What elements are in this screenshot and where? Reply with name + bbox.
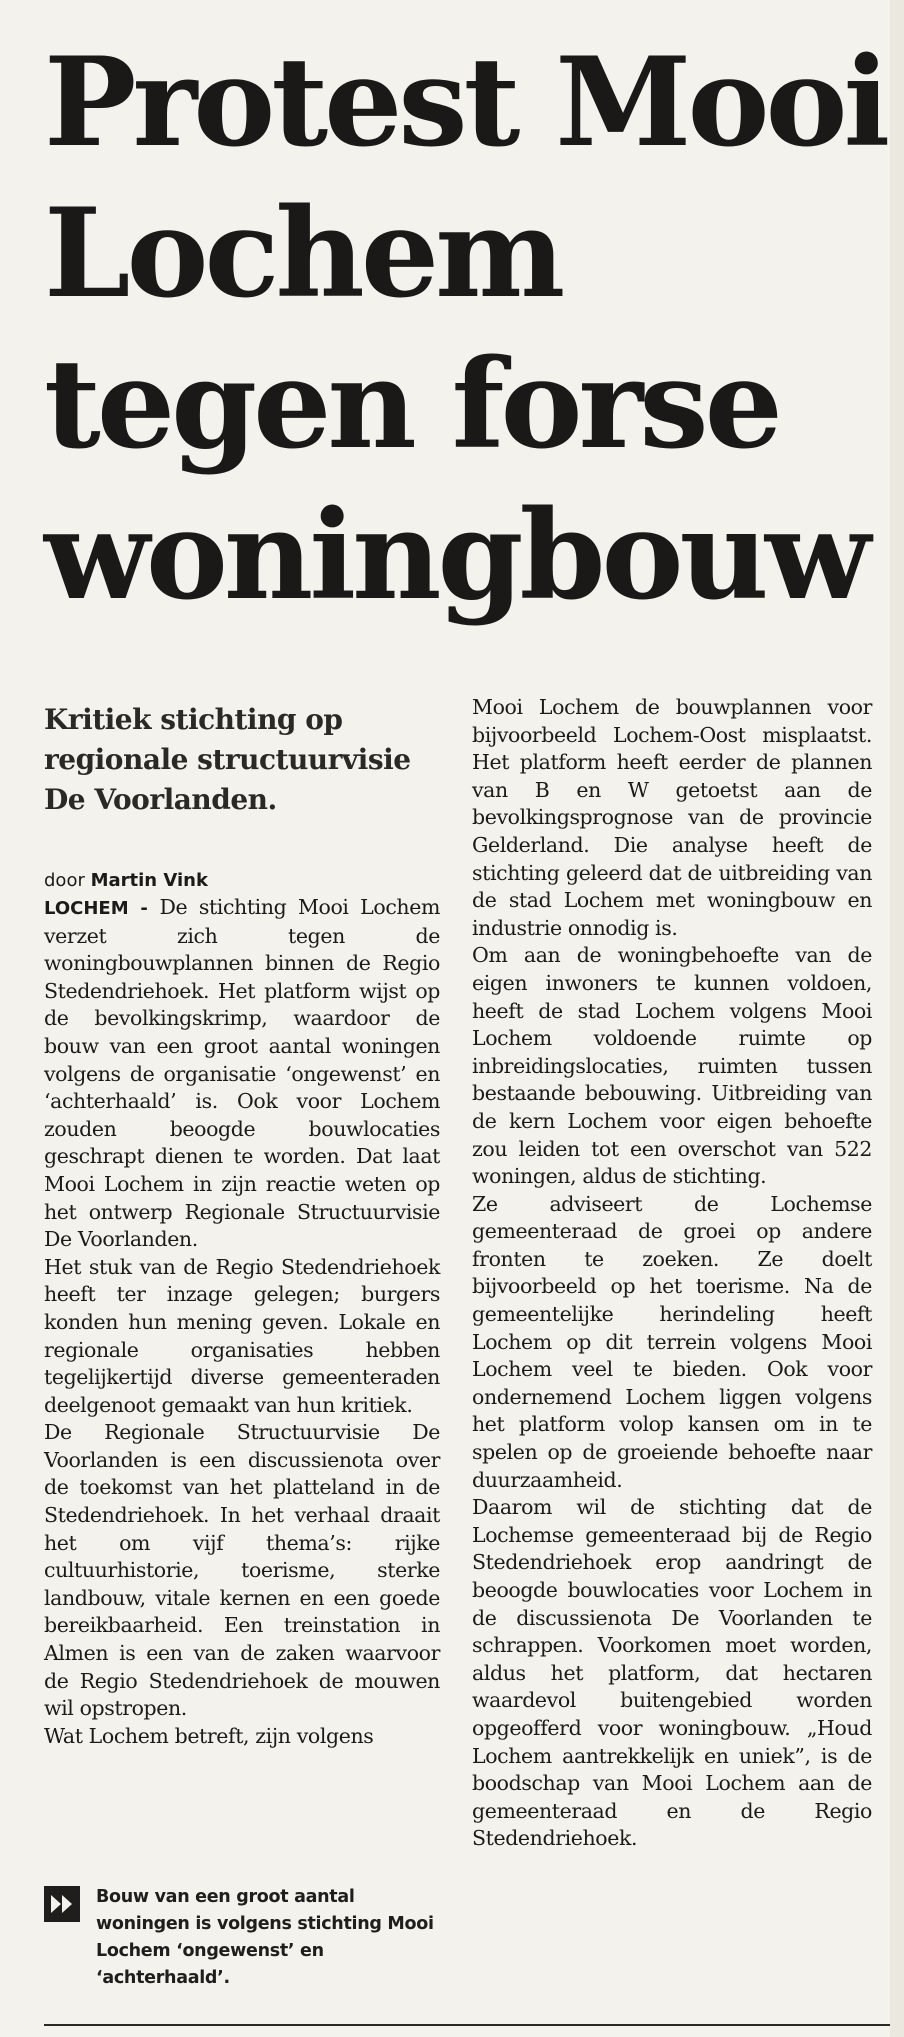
headline-line-4: woningbouw [44, 484, 867, 628]
subheadline: Kritiek stichting op regionale structuurvisie De Voorlanden. [44, 703, 411, 816]
fast-forward-icon [44, 1886, 80, 1922]
headline-line-2: Lochem [44, 182, 562, 326]
paragraph: Het stuk van de Regio Stedendriehoek heeft ter inzage gelegen; burgers konden hun mening geven. Lokale en regionale organisaties hebben tegelijkertijd diverse gemeenteraden deelgenoot gemaakt van hun kritiek. [44, 1254, 440, 1417]
paragraph: Om aan de woningbehoefte van de eigen inwoners te kunnen voldoen, heeft de stad Lochem volgens Mooi Lochem voldoende ruimte op inbreidingslocaties, ruimten tussen bestaande bebouwing. Uitbreiding van de kern Lochem voor eigen behoefte zou leiden tot een overschot van 522 woningen, aldus de stichting. [472, 943, 872, 1189]
byline [44, 868, 208, 894]
paragraph [44, 894, 440, 1254]
pull-quote-text: Bouw van een groot aantal woningen is volgens stichting Mooi Lochem ‘ongewenst’ en ‘achterhaald’. [96, 1887, 434, 1988]
dateline: LOCHEM - [44, 898, 148, 919]
paragraph: Mooi Lochem de bouwplannen voor bijvoorbeeld Lochem-Oost misplaatst. Het platform heeft eerder de plannen van B en W getoetst aan de bevolkingsprognose van de provincie Gelderland. Die analyse heeft de stichting geleerd dat de uitbreiding van de stad Lochem met woningbouw en industrie onnodig is. [472, 695, 872, 940]
adjacent-article-edge [890, 0, 904, 2037]
author-name: Martin Vink [90, 870, 208, 891]
headline [44, 28, 887, 632]
paragraph: Ze adviseert de Lochemse gemeenteraad de groei op andere fronten te zoeken. Ze doelt bijvoorbeeld op het toerisme. Na de gemeentelijke herindeling heeft Lochem op dit terrein volgens Mooi Lochem veel te bieden. Ook voor ondernemend Lochem liggen volgens het platform volop kansen om in te spelen op de groeiende behoefte naar duurzaamheid. [472, 1191, 872, 1492]
byline-prefix: door [44, 870, 85, 891]
article-column-right [472, 694, 872, 1853]
bottom-rule [44, 2024, 904, 2026]
paragraph: Daarom wil de stichting dat de Lochemse gemeenteraad bij de Regio Stedendriehoek erop aandringt de beoogde bouwlocaties voor Lochem in de discussienota De Voorlanden te schrappen. Voorkomen moet worden, aldus het platform, dat hectaren waardevol buitengebied worden opgeofferd voor woningbouw. „Houd Lochem aantrekkelijk en uniek”, is de boodschap van Mooi Lochem aan de gemeenteraad en de Regio Stedendriehoek. [472, 1495, 872, 1851]
paragraph-text: De stichting Mooi Lochem verzet zich tegen de woningbouwplannen binnen de Regio Stedendriehoek. Het platform wijst op de bevolkingskrimp, waardoor de bouw van een groot aantal woningen volgens de organisatie ‘ongewenst’ en ‘achterhaald’ is. Ook voor Lochem zouden beoogde bouwlocaties geschrapt dienen te worden. Dat laat Mooi Lochem in zijn reactie weten op het ontwerp Regionale Structuurvisie De Voorlanden. [44, 895, 440, 1252]
paragraph: Wat Lochem betreft, zijn volgens [44, 1723, 374, 1748]
paragraph: De Regionale Structuurvisie De Voorlanden is een discussienota over de toekomst van het platteland in de Stedendriehoek. In het verhaal draait het om vijf thema’s: rijke cultuurhistorie, toerisme, sterke landbouw, vitale kernen en een goede bereikbaarheid. Een treinstation in Almen is een van de zaken waarvoor de Regio Stedendriehoek de mouwen wil opstropen. [44, 1420, 440, 1721]
headline-line-1: Protest Mooi [44, 31, 887, 175]
headline-line-3: tegen forse [44, 333, 779, 477]
article-column-left [44, 894, 440, 1750]
